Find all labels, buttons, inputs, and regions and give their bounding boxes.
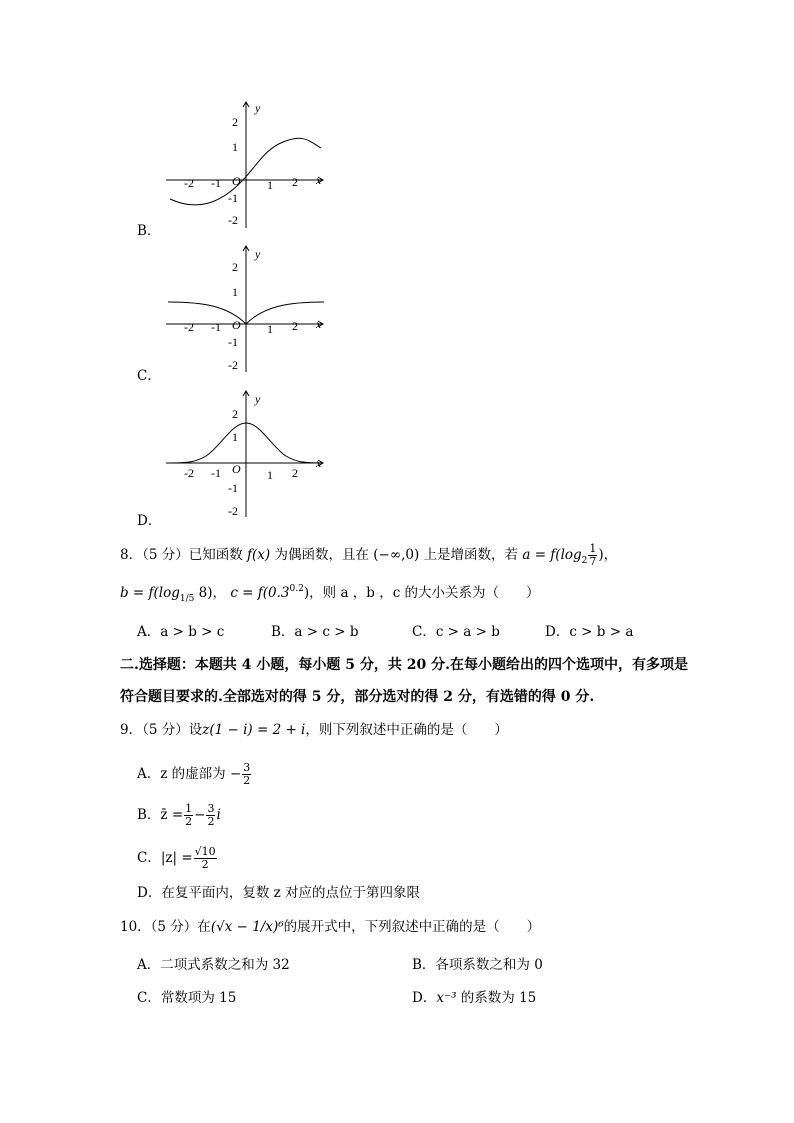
graph-option-c [158, 244, 338, 374]
q10-option-c[interactable]: C．常数项为 15 [137, 990, 237, 1006]
graph-d-option-label: D． [137, 513, 162, 529]
q8-option-d[interactable]: D．c > b > a [545, 624, 634, 640]
graph-d-ytick: -1 [228, 481, 238, 495]
graph-b-xtick: 2 [292, 175, 298, 189]
graph-b-ytick: 2 [232, 115, 238, 129]
graph-d-y-label: y [255, 392, 261, 406]
graph-b-ytick: 1 [232, 140, 238, 154]
graph-b-option-label: B． [137, 223, 161, 239]
q10-stem: 10．（5 分）在(√x − 1/x)⁶的展开式中，下列叙述中正确的是（ ） [120, 919, 541, 935]
graph-b-origin: O [232, 174, 241, 188]
graph-b-xtick: -1 [211, 176, 221, 190]
graph-d-svg [158, 389, 338, 519]
graph-c-xtick: 2 [292, 319, 298, 333]
q8-option-a[interactable]: A．a > b > c [137, 624, 225, 640]
q8-fraction: $\frac{1}{7}$ [589, 542, 597, 568]
q10-option-a[interactable]: A．二项式系数之和为 32 [137, 957, 290, 973]
graph-d-ytick: -2 [228, 504, 238, 518]
graph-d-ytick: 2 [232, 407, 238, 421]
graph-c-ytick: -1 [228, 335, 238, 349]
graph-b-xtick: -2 [184, 176, 194, 190]
graph-b-ytick: -1 [228, 191, 238, 205]
q9-option-a[interactable]: A．z 的虚部为 − $\frac{3}{2}$ [137, 761, 251, 787]
graph-d-xtick: 2 [292, 466, 298, 480]
q9-stem: 9．（5 分）设z(1 − i) = 2 + i，则下列叙述中正确的是（ ） [120, 722, 508, 738]
q9-option-d[interactable]: D．在复平面内，复数 z 对应的点位于第四象限 [137, 885, 421, 901]
graph-b-xtick: 1 [267, 178, 273, 192]
graph-c-option-label: C． [137, 368, 161, 384]
q8-option-b[interactable]: B．a > c > b [271, 624, 359, 640]
graph-d-x-label: x [316, 456, 322, 470]
graph-d-origin: O [232, 462, 241, 476]
graph-c-svg [158, 244, 338, 374]
graph-b-x-label: x [316, 173, 322, 187]
graph-c-ytick: 1 [232, 285, 238, 299]
graph-c-xtick: -2 [184, 320, 194, 334]
graph-c-ytick: -2 [228, 358, 238, 372]
section2-heading-line2: 符合题目要求的.全部选对的得 5 分，部分选对的得 2 分，有选错的得 0 分. [120, 689, 595, 705]
section2-heading-line1: 二.选择题：本题共 4 小题，每小题 5 分，共 20 分.在每小题给出的四个选项中，有多项是 [120, 657, 688, 673]
q10-option-d[interactable]: D．x⁻³ 的系数为 15 [412, 990, 537, 1006]
graph-b-ytick: -2 [228, 213, 238, 227]
graph-b-svg [158, 100, 338, 230]
graph-c-xtick: -1 [211, 320, 221, 334]
graph-option-d [158, 389, 338, 519]
q8-stem-line2: $b = f(\log_{1/5}$ 8)， $c = f(0.3^{0.2})$，则 a ，b ，c 的大小关系为（ ） [120, 584, 540, 604]
q10-option-b[interactable]: B．各项系数之和为 0 [412, 957, 543, 973]
graph-c-x-label: x [316, 317, 322, 331]
graph-c-y-label: y [255, 247, 261, 261]
graph-d-xtick: 1 [267, 468, 273, 482]
graph-c-xtick: 1 [267, 322, 273, 336]
graph-b-y-label: y [255, 101, 261, 115]
q9-option-c[interactable]: C．|z| = $\frac{√10}{2}$ [137, 845, 216, 871]
graph-d-ytick: 1 [232, 430, 238, 444]
q9-option-b[interactable]: B．z̄ = $\frac{1}{2}$ − $\frac{3}{2}$ i [137, 802, 221, 828]
graph-d-xtick: -2 [184, 466, 194, 480]
graph-c-origin: O [232, 318, 241, 332]
graph-d-xtick: -1 [211, 466, 221, 480]
q8-stem-line1: 8．（5 分）已知函数 f(x) 为偶函数，且在 (−∞,0) 上是增函数，若 $a = f(\log_2$ $\frac{1}{7}$ )， [120, 542, 618, 568]
q8-option-c[interactable]: C．c > a > b [412, 624, 500, 640]
graph-c-ytick: 2 [232, 260, 238, 274]
graph-option-b [158, 100, 338, 230]
